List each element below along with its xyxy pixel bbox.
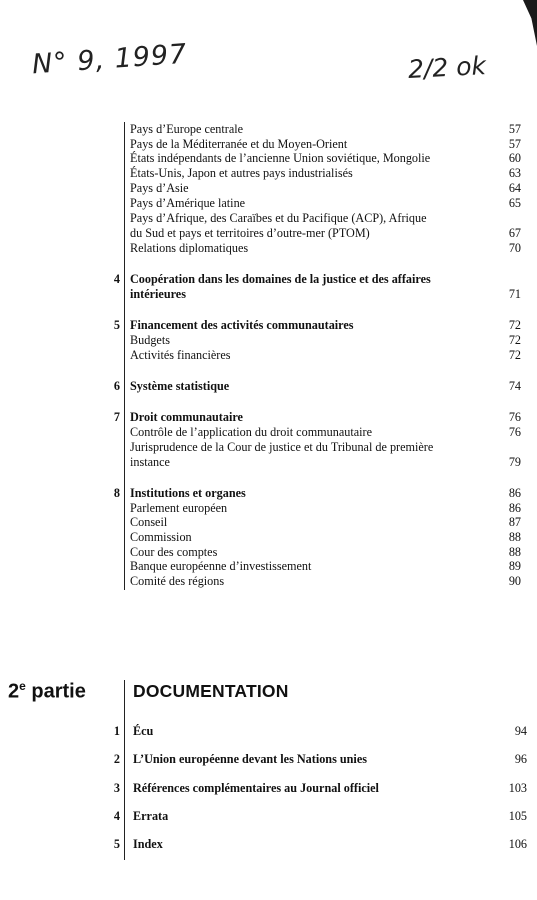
part2-divider-line — [124, 680, 125, 860]
part-title[interactable]: DOCUMENTATION — [133, 681, 289, 701]
toc-page-number: 63 — [508, 166, 521, 180]
section-number: 4 — [113, 272, 120, 286]
section-title[interactable]: Coopération dans les domaines de la justice et des affaires — [130, 272, 431, 286]
toc-entry[interactable]: Conseil — [130, 515, 168, 529]
part-label-word: partie — [25, 680, 86, 703]
part2-page-number: 96 — [514, 752, 527, 766]
toc-entry[interactable]: Relations diplomatiques — [130, 241, 249, 255]
toc-page-number: 74 — [508, 379, 521, 393]
toc-page-number: 87 — [508, 515, 521, 529]
toc-page-number: 64 — [508, 181, 521, 195]
entry-number: 1 — [113, 724, 120, 738]
entry-number: 5 — [113, 837, 120, 851]
part2-entry[interactable]: Index — [133, 837, 163, 851]
toc-entry[interactable]: Pays d’Afrique, des Caraïbes et du Pacifique (ACP), Afrique — [130, 211, 427, 225]
part2-page-number: 103 — [508, 781, 527, 795]
section-title[interactable]: Droit communautaire — [130, 410, 243, 424]
toc-page-number: 72 — [508, 333, 521, 347]
toc-entry[interactable]: États-Unis, Japon et autres pays industrialisés — [130, 166, 353, 180]
section-title[interactable]: Financement des activités communautaires — [130, 318, 354, 332]
part2-entry[interactable]: Écu — [133, 724, 154, 738]
entry-number: 3 — [113, 781, 120, 795]
toc-entry[interactable]: du Sud et pays et territoires d’outre-mer (PTOM) — [130, 226, 370, 240]
toc-entry[interactable]: Jurisprudence de la Cour de justice et du Tribunal de première — [130, 440, 434, 454]
toc-entry[interactable]: Parlement européen — [130, 501, 228, 515]
entry-number: 4 — [113, 809, 120, 823]
toc-page-number: 60 — [508, 151, 521, 165]
toc-entry[interactable]: Pays d’Asie — [130, 181, 189, 195]
toc-page-number: 67 — [508, 226, 521, 240]
toc-page-number: 86 — [508, 501, 521, 515]
part2-entry[interactable]: L’Union européenne devant les Nations unies — [133, 752, 367, 766]
toc-entry[interactable]: Banque européenne d’investissement — [130, 559, 312, 573]
toc-entry[interactable]: Activités financières — [130, 348, 231, 362]
toc-page-number: 88 — [508, 545, 521, 559]
toc-page-number: 76 — [508, 425, 521, 439]
toc-page-number: 72 — [508, 348, 521, 362]
toc-entry[interactable]: Contrôle de l’application du droit communautaire — [130, 425, 372, 439]
part-label-superscript: e — [19, 679, 26, 693]
section-number: 7 — [113, 410, 120, 424]
part2-entry[interactable]: Références complémentaires au Journal officiel — [133, 781, 379, 795]
toc-entry[interactable]: Comité des régions — [130, 574, 225, 588]
toc-page-number: 88 — [508, 530, 521, 544]
toc-entry[interactable]: Pays de la Méditerranée et du Moyen-Orient — [130, 137, 348, 151]
toc-page-number: 76 — [508, 410, 521, 424]
toc-page-number: 57 — [508, 122, 521, 136]
handwritten-issue-number: N° 9, 1997 — [31, 38, 189, 81]
toc-page-number: 57 — [508, 137, 521, 151]
toc-entry[interactable]: Commission — [130, 530, 192, 544]
part2-page-number: 106 — [508, 837, 527, 851]
toc-entry[interactable]: États indépendants de l’ancienne Union soviétique, Mongolie — [130, 151, 431, 165]
toc-page-number: 65 — [508, 196, 521, 210]
toc-entry[interactable]: Cour des comptes — [130, 545, 218, 559]
toc-page-number: 89 — [508, 559, 521, 573]
part2-entry[interactable]: Errata — [133, 809, 169, 823]
toc-page-number: 79 — [508, 455, 521, 469]
toc-page-number: 90 — [508, 574, 521, 588]
toc-page-number: 86 — [508, 486, 521, 500]
part2-page-number: 94 — [514, 724, 527, 738]
toc-page-number: 71 — [508, 287, 521, 301]
section-number: 5 — [113, 318, 120, 332]
toc-entry[interactable]: Budgets — [130, 333, 170, 347]
part-label-number: 2 — [8, 680, 20, 703]
toc-divider-line — [124, 122, 125, 590]
part2-page-number: 105 — [508, 809, 527, 823]
toc-page-number: 72 — [508, 318, 521, 332]
entry-number: 2 — [113, 752, 120, 766]
toc-page-number: 70 — [508, 241, 521, 255]
page-corner-mark — [523, 0, 537, 46]
section-number: 6 — [113, 379, 120, 393]
handwritten-note: 2/2 ok — [407, 50, 487, 85]
section-title[interactable]: Système statistique — [130, 379, 230, 393]
toc-entry[interactable]: instance — [130, 455, 170, 469]
section-number: 8 — [113, 486, 120, 500]
section-title[interactable]: intérieures — [130, 287, 186, 301]
section-title[interactable]: Institutions et organes — [130, 486, 246, 500]
toc-entry[interactable]: Pays d’Europe centrale — [130, 122, 244, 136]
part-label — [8, 679, 86, 704]
toc-entry[interactable]: Pays d’Amérique latine — [130, 196, 246, 210]
